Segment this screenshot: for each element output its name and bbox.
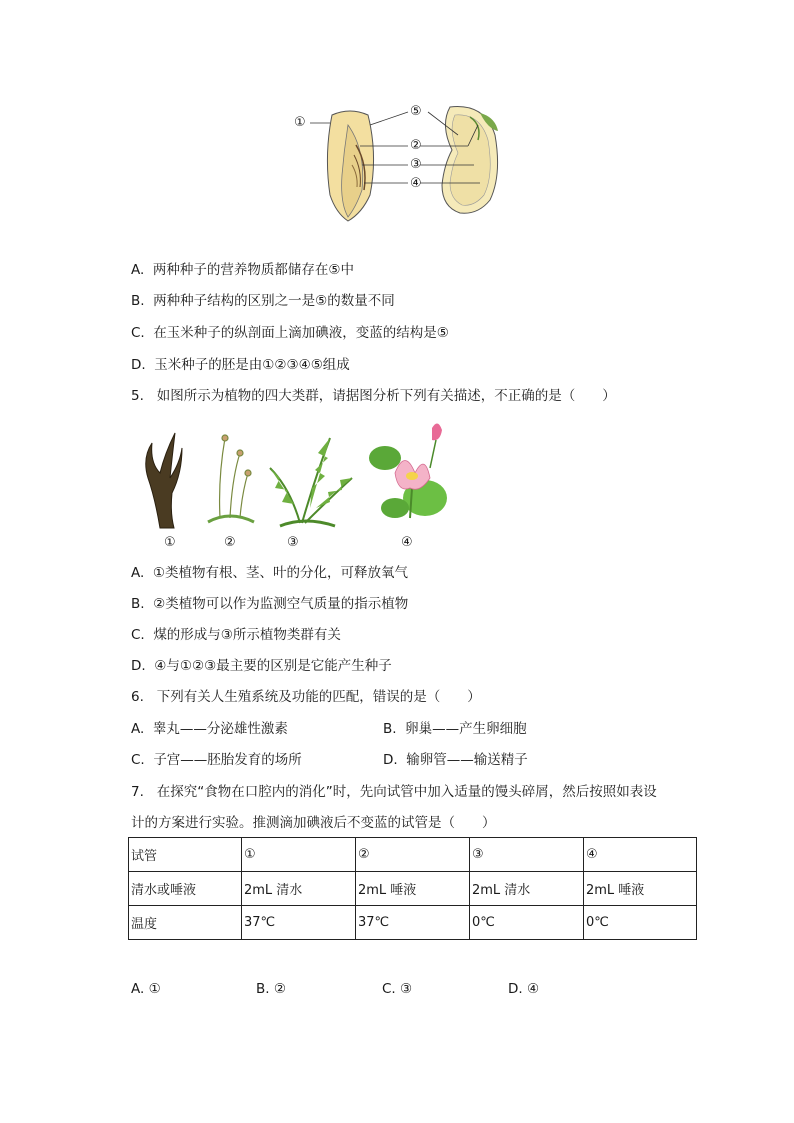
plant-label-4: ④ bbox=[401, 535, 413, 550]
q5-option-b: B. ②类植物可以作为监测空气质量的指示植物 bbox=[131, 596, 409, 612]
table-row bbox=[129, 872, 697, 906]
q7-option-c: C. ③ bbox=[382, 981, 413, 997]
table-cell: 2mL 唾液 bbox=[584, 872, 697, 906]
q7-option-d: D. ④ bbox=[508, 981, 540, 997]
seed-diagram bbox=[290, 95, 515, 225]
q6-option-d: D. 输卵管——输送精子 bbox=[383, 752, 528, 768]
table-cell: ③ bbox=[470, 838, 584, 872]
fern-illustration bbox=[270, 438, 352, 526]
table-cell: 2mL 清水 bbox=[470, 872, 584, 906]
q7-option-a: A. ① bbox=[131, 981, 161, 997]
q5-option-a: A. ①类植物有根、茎、叶的分化，可释放氧气 bbox=[131, 565, 408, 581]
seed-label-1: ① bbox=[294, 115, 306, 130]
q6-option-c: C. 子宫——胚胎发育的场所 bbox=[131, 752, 302, 768]
q6-stem: 6. 下列有关人生殖系统及功能的匹配，错误的是（ ） bbox=[131, 689, 481, 705]
table-cell: 温度 bbox=[129, 906, 242, 940]
table-cell: 0℃ bbox=[584, 906, 697, 940]
q7-stem-line1: 7. 在探究“食物在口腔内的消化”时，先向试管中加入适量的馒头碎屑，然后按照如表设 bbox=[131, 784, 657, 800]
plant-label-1: ① bbox=[164, 535, 176, 550]
plant-groups-figure bbox=[130, 418, 450, 533]
plant-label-2: ② bbox=[224, 535, 236, 550]
table-cell: ④ bbox=[584, 838, 697, 872]
q5-option-d: D. ④与①②③最主要的区别是它能产生种子 bbox=[131, 658, 392, 674]
lotus-illustration bbox=[369, 423, 447, 518]
q6-option-a: A. 睾丸——分泌雄性激素 bbox=[131, 721, 288, 737]
seed-label-4: ④ bbox=[410, 176, 422, 191]
q6-option-b: B. 卵巢——产生卵细胞 bbox=[383, 721, 527, 737]
experiment-table bbox=[128, 837, 697, 940]
seed-label-3: ③ bbox=[410, 157, 422, 172]
q7-option-b: B. ② bbox=[256, 981, 286, 997]
q4-option-a: A. 两种种子的营养物质都储存在⑤中 bbox=[131, 262, 354, 278]
moss-illustration bbox=[208, 435, 254, 522]
seed-label-2: ② bbox=[410, 138, 422, 153]
q5-stem: 5. 如图所示为植物的四大类群，请据图分析下列有关描述，不正确的是（ ） bbox=[131, 388, 616, 404]
table-cell: 试管 bbox=[129, 838, 242, 872]
table-cell: 2mL 唾液 bbox=[356, 872, 470, 906]
table-cell: 清水或唾液 bbox=[129, 872, 242, 906]
q4-option-d: D. 玉米种子的胚是由①②③④⑤组成 bbox=[131, 357, 350, 373]
table-cell: ② bbox=[356, 838, 470, 872]
table-row bbox=[129, 838, 697, 872]
q7-stem-line2: 计的方案进行实验。推测滴加碘液后不变蓝的试管是（ ） bbox=[131, 815, 496, 831]
table-cell: 2mL 清水 bbox=[242, 872, 356, 906]
plant-label-3: ③ bbox=[287, 535, 299, 550]
seed-label-5: ⑤ bbox=[410, 104, 422, 119]
table-cell: 37℃ bbox=[242, 906, 356, 940]
algae-illustration bbox=[146, 433, 182, 528]
q4-option-c: C. 在玉米种子的纵剖面上滴加碘液，变蓝的结构是⑤ bbox=[131, 325, 449, 341]
table-cell: 37℃ bbox=[356, 906, 470, 940]
q5-option-c: C. 煤的形成与③所示植物类群有关 bbox=[131, 627, 341, 643]
table-cell: ① bbox=[242, 838, 356, 872]
table-row bbox=[129, 906, 697, 940]
q4-option-b: B. 两种种子结构的区别之一是⑤的数量不同 bbox=[131, 293, 395, 309]
table-cell: 0℃ bbox=[470, 906, 584, 940]
